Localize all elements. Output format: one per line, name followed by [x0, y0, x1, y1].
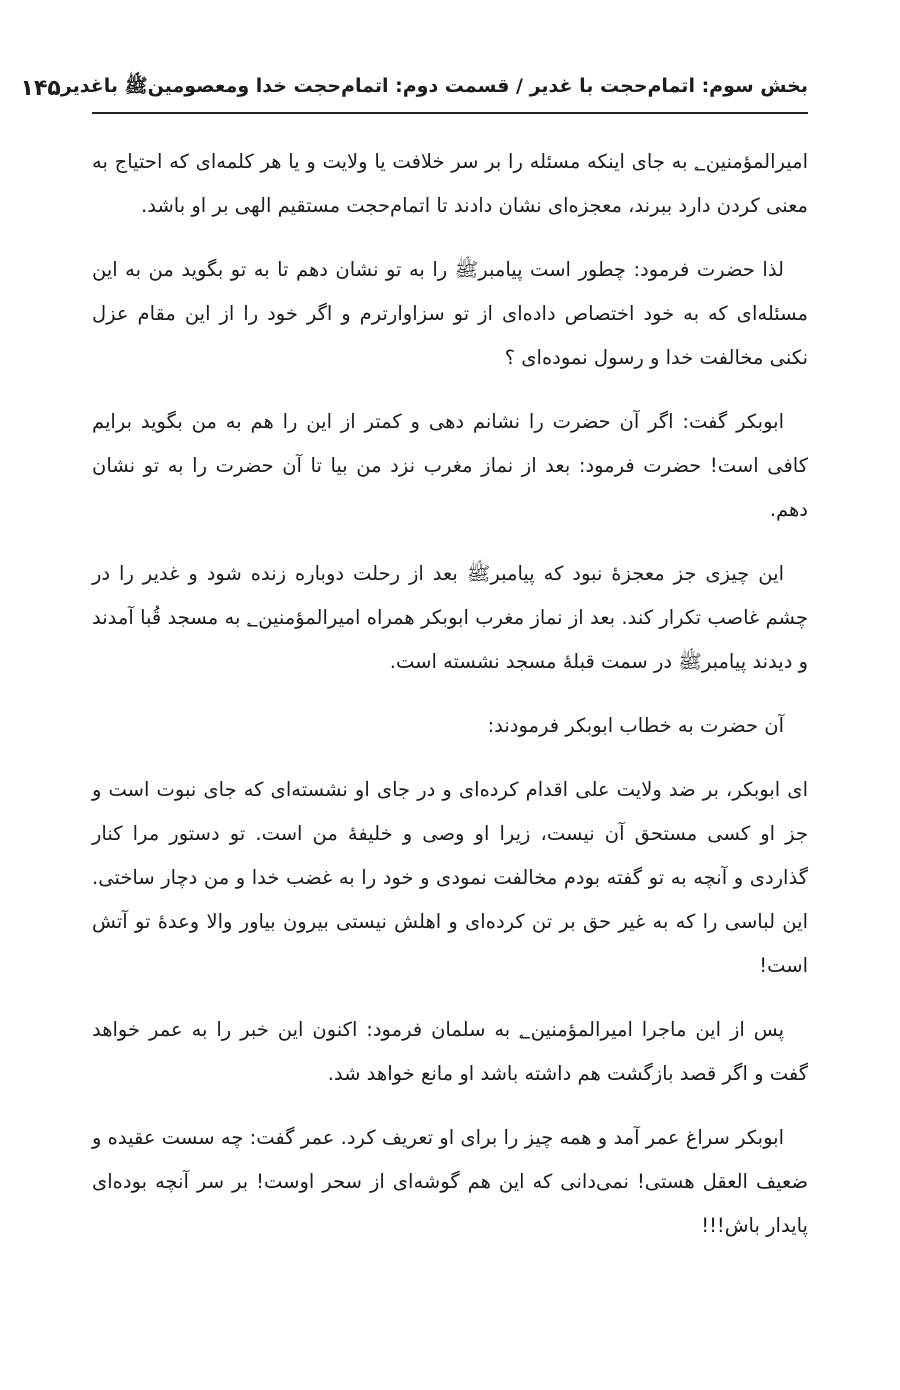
paragraph-1: امیرالمؤمنین؂ به جای اینکه مسئله را بر سر خلافت یا ولایت و یا هر کلمه‌ای که احتیاج به معنی کردن دارد ببرند، معجزه‌ای نشان دادند تا اتمام‌حجت مستقیم الهی بر او باشد. — [92, 150, 808, 217]
paragraph-7: پس از این ماجرا امیرالمؤمنین؂ به سلمان فرمود: اکنون این خبر را به عمر خواهد گفت و اگر قصد بازگشت هم داشته باشد او مانع خواهد شد. — [92, 1018, 808, 1085]
paragraph-4: این چیزی جز معجزهٔ نبود که پیامبرﷺ بعد از رحلت دوباره زنده شود و غدیر را در چشم غاصب تکرار کند. بعد از نماز مغرب ابوبکر همراه امیرالمؤمنین؂ به مسجد قُبا آمدند و دیدند پیامبرﷺ در سمت قبلهٔ مسجد نشسته است. — [92, 562, 808, 673]
chapter-title: بخش سوم: اتمام‌حجت با غدیر / قسمت دوم: اتمام‌حجت خدا ومعصومینﷺ باغدیر — [60, 75, 808, 97]
body-text — [92, 140, 808, 1268]
paragraph-6: ای ابوبکر، بر ضد ولایت علی اقدام کرده‌ای و در جای او نشسته‌ای که جای نبوت است و جز او کسی مستحق آن نیست، زیرا او وصی و خلیفهٔ من است. تو دستور مرا کنار گذاردی و آنچه به تو گفته بودم مخالفت نمودی و خود را به غضب خدا و من دچار ساختی. این لباسی را که به غیر حق بر تن کرده‌ای و اهلش نیستی بیرون بیاور والا وعدهٔ تو آتش است! — [92, 778, 808, 977]
paragraph-2: لذا حضرت فرمود: چطور است پیامبرﷺ را به تو نشان دهم تا به تو بگوید من به این مسئله‌ای که به خود اختصاص داده‌ای از تو سزاوارترم و اگر خود را از این مقام عزل نکنی مخالفت خدا و رسول نموده‌ای ؟ — [92, 258, 808, 369]
page-number: ۱۴۵ — [20, 75, 61, 101]
paragraph-8: ابوبکر سراغ عمر آمد و همه چیز را برای او تعریف کرد. عمر گفت: چه سست عقیده و ضعیف العقل هستی! نمی‌دانی که این هم گوشه‌ای از سحر اوست! بر سر آنچه بوده‌ای پایدار باش!!! — [92, 1126, 808, 1237]
paragraph-3: ابوبکر گفت: اگر آن حضرت را نشانم دهی و کمتر از این را هم به من بگوید برایم کافی است! حضرت فرمود: بعد از نماز مغرب نزد من بیا تا آن حضرت را به تو نشان دهم. — [92, 410, 808, 521]
running-head — [20, 70, 808, 114]
paragraph-5: آن حضرت به خطاب ابوبکر فرمودند: — [487, 714, 784, 737]
